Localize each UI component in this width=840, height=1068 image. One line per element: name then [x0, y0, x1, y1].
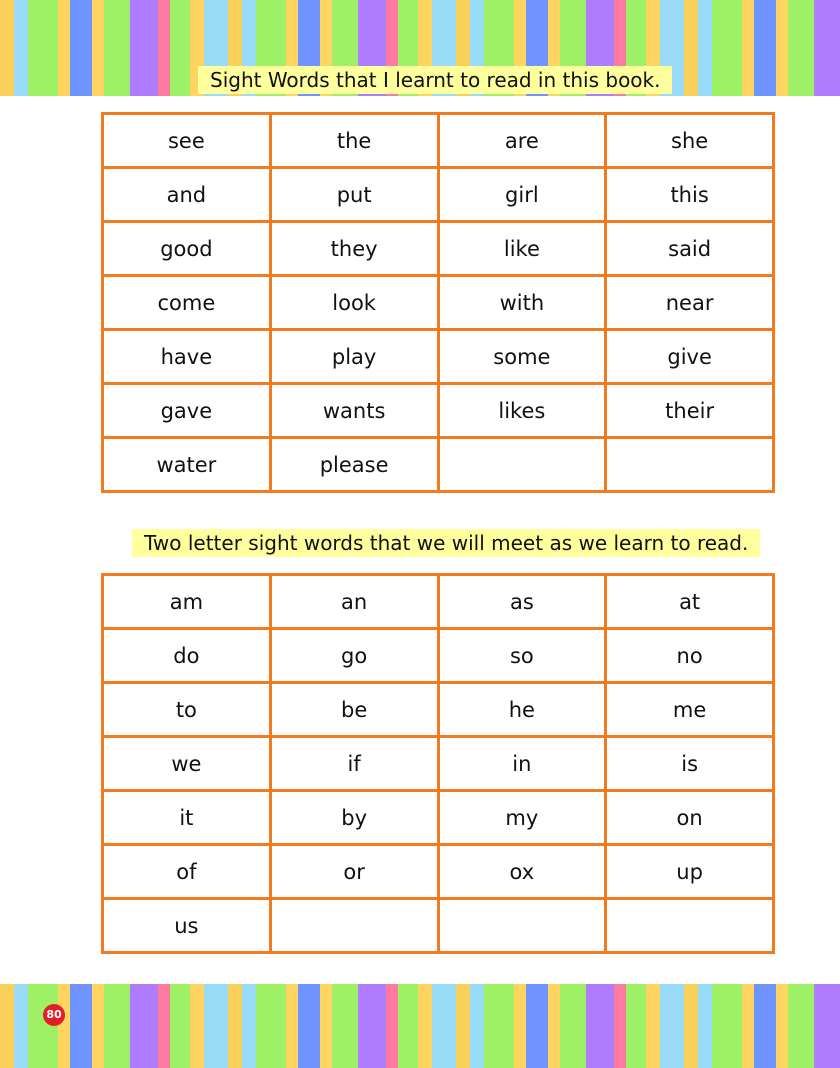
word-cell: if: [270, 737, 438, 791]
table-row: [103, 899, 774, 953]
table-row: [103, 438, 774, 492]
word-cell: as: [438, 575, 606, 629]
table-row: [103, 737, 774, 791]
word-cell: or: [270, 845, 438, 899]
word-cell: wants: [270, 384, 438, 438]
word-cell: be: [270, 683, 438, 737]
word-cell: of: [103, 845, 271, 899]
word-cell: he: [438, 683, 606, 737]
word-cell: with: [438, 276, 606, 330]
word-cell: are: [438, 114, 606, 168]
word-cell: come: [103, 276, 271, 330]
word-cell: good: [103, 222, 271, 276]
word-cell: put: [270, 168, 438, 222]
table-row: [103, 384, 774, 438]
word-cell: their: [606, 384, 774, 438]
word-cell: they: [270, 222, 438, 276]
word-cell: look: [270, 276, 438, 330]
word-cell: some: [438, 330, 606, 384]
word-cell: girl: [438, 168, 606, 222]
word-cell: said: [606, 222, 774, 276]
word-cell: gave: [103, 384, 271, 438]
word-cell: me: [606, 683, 774, 737]
table-row: [103, 845, 774, 899]
word-cell: no: [606, 629, 774, 683]
word-cell: water: [103, 438, 271, 492]
word-cell: we: [103, 737, 271, 791]
word-cell: [606, 899, 774, 953]
word-cell: like: [438, 222, 606, 276]
word-cell: the: [270, 114, 438, 168]
word-cell: up: [606, 845, 774, 899]
word-cell: in: [438, 737, 606, 791]
table-row: [103, 330, 774, 384]
table-row: [103, 575, 774, 629]
word-cell: is: [606, 737, 774, 791]
word-cell: on: [606, 791, 774, 845]
word-cell: [270, 899, 438, 953]
table-row: [103, 114, 774, 168]
table-row: [103, 222, 774, 276]
word-cell: give: [606, 330, 774, 384]
word-cell: do: [103, 629, 271, 683]
table-row: [103, 629, 774, 683]
page-number-badge: 80: [43, 1004, 65, 1026]
word-cell: [606, 438, 774, 492]
sight-words-table: [101, 112, 775, 493]
word-cell: ox: [438, 845, 606, 899]
word-cell: an: [270, 575, 438, 629]
word-cell: am: [103, 575, 271, 629]
table-row: [103, 168, 774, 222]
two-letter-words-table: [101, 573, 775, 954]
word-cell: go: [270, 629, 438, 683]
table-row: [103, 683, 774, 737]
decorative-stripes-bottom: [0, 984, 840, 1068]
word-cell: play: [270, 330, 438, 384]
word-cell: see: [103, 114, 271, 168]
table-row: [103, 791, 774, 845]
table-row: [103, 276, 774, 330]
word-cell: by: [270, 791, 438, 845]
sight-words-heading: Sight Words that I learnt to read in this book.: [198, 66, 672, 94]
word-cell: so: [438, 629, 606, 683]
word-cell: us: [103, 899, 271, 953]
word-cell: have: [103, 330, 271, 384]
word-cell: and: [103, 168, 271, 222]
word-cell: please: [270, 438, 438, 492]
word-cell: at: [606, 575, 774, 629]
word-cell: likes: [438, 384, 606, 438]
word-cell: near: [606, 276, 774, 330]
two-letter-words-heading: Two letter sight words that we will meet as we learn to read.: [132, 529, 760, 557]
word-cell: my: [438, 791, 606, 845]
word-cell: to: [103, 683, 271, 737]
word-cell: she: [606, 114, 774, 168]
word-cell: [438, 438, 606, 492]
word-cell: this: [606, 168, 774, 222]
word-cell: [438, 899, 606, 953]
word-cell: it: [103, 791, 271, 845]
